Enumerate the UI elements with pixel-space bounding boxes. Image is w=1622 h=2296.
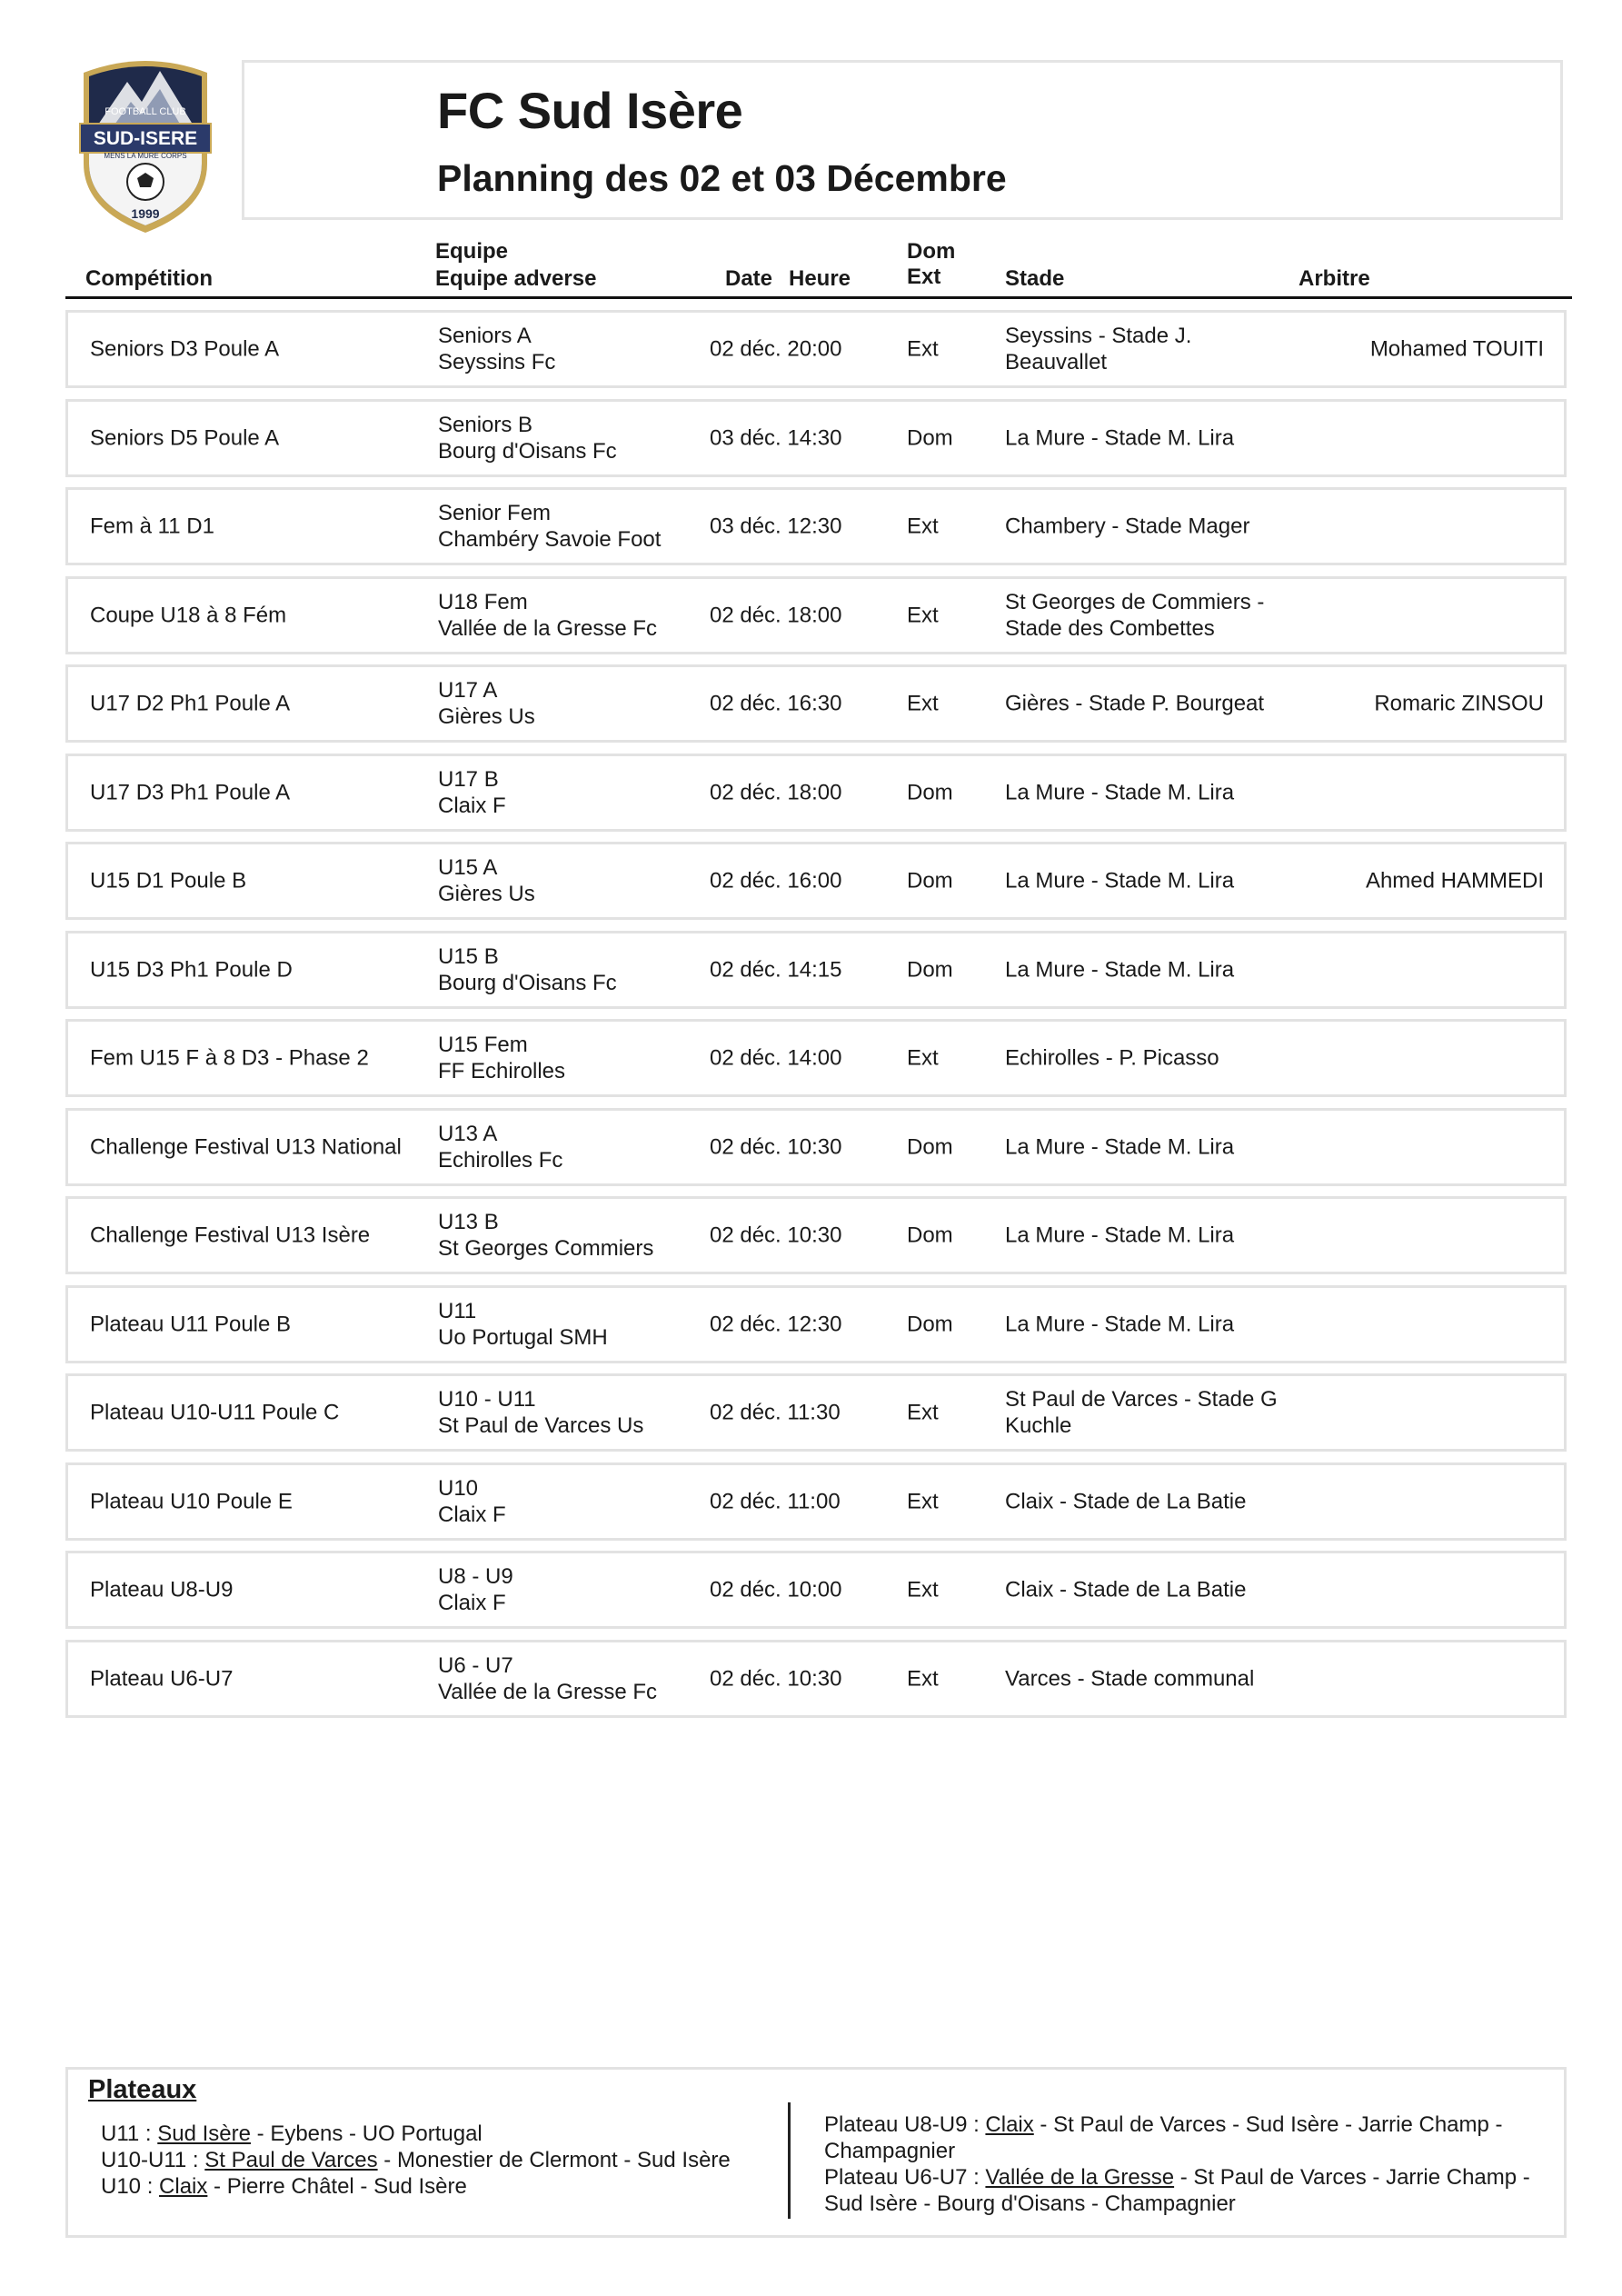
datetime-cell: 02 déc. 10:30 (710, 1666, 842, 1691)
table-row (65, 1108, 1567, 1186)
stade-cell: Gières - Stade P. Bourgeat (1005, 691, 1265, 716)
teams-cell (438, 1121, 702, 1173)
plateau-host: Vallée de la Gresse (985, 2165, 1175, 2190)
col-header-stade: Stade (1005, 266, 1065, 291)
stade-cell: Claix - Stade de La Batie (1005, 1489, 1247, 1513)
competition-cell: U17 D3 Ph1 Poule A (90, 780, 291, 804)
dom-ext-cell: Ext (907, 691, 939, 716)
plateau-host: Claix (985, 2112, 1034, 2137)
col-header-heure: Heure (789, 266, 851, 291)
stade-cell: Seyssins - Stade J. Beauvallet (1005, 324, 1192, 374)
dom-ext-cell: Ext (907, 603, 939, 627)
col-header-date: Date (725, 266, 773, 291)
page-title: FC Sud Isère (437, 82, 743, 139)
col-header-arbitre: Arbitre (1299, 266, 1370, 291)
equipe-name: U11 (438, 1298, 477, 1323)
table-row (65, 1285, 1567, 1363)
dom-ext-cell: Ext (907, 1666, 939, 1691)
table-row (65, 310, 1567, 388)
page-subtitle: Planning des 02 et 03 Décembre (437, 157, 1007, 199)
equipe-name: U15 Fem (438, 1033, 528, 1057)
datetime-cell: 03 déc. 12:30 (710, 514, 842, 539)
stade-cell: La Mure - Stade M. Lira (1005, 780, 1235, 804)
teams-cell (438, 1386, 702, 1439)
plateau-teams: - Monestier de Clermont - Sud Isère (377, 2148, 731, 2172)
arbitre-cell: Romaric ZINSOU (1374, 691, 1544, 716)
plateau-category: Plateau U6-U7 : (824, 2165, 986, 2190)
table-row (65, 842, 1567, 920)
competition-cell: Plateau U8-U9 (90, 1577, 234, 1602)
stade-cell: Varces - Stade communal (1005, 1666, 1255, 1691)
plateau-host: Claix (159, 2174, 208, 2199)
logo-name: SUD-ISERE (93, 128, 198, 149)
competition-cell: Challenge Festival U13 National (90, 1134, 402, 1159)
plateau-line (101, 2121, 731, 2147)
opponent-name: Claix F (438, 793, 506, 818)
plateau-teams: - Pierre Châtel - Sud Isère (207, 2174, 467, 2199)
datetime-cell: 02 déc. 20:00 (710, 336, 842, 362)
stade-cell: La Mure - Stade M. Lira (1005, 1134, 1235, 1159)
table-row (65, 487, 1567, 565)
teams-cell (438, 1563, 702, 1616)
stade-cell: La Mure - Stade M. Lira (1005, 1312, 1235, 1336)
opponent-name: Vallée de la Gresse Fc (438, 615, 657, 641)
datetime-cell: 02 déc. 12:30 (710, 1312, 842, 1336)
teams-cell (438, 500, 702, 553)
equipe-name: U15 B (438, 943, 499, 969)
competition-cell: Plateau U10 Poule E (90, 1489, 293, 1513)
equipe-name: U10 - U11 (438, 1387, 536, 1412)
teams-cell (438, 677, 702, 730)
datetime-cell: 02 déc. 10:30 (710, 1134, 842, 1159)
competition-cell: U15 D3 Ph1 Poule D (90, 957, 293, 982)
opponent-name: FF Echirolles (438, 1059, 566, 1083)
table-row (65, 931, 1567, 1009)
competition-cell: Plateau U11 Poule B (90, 1312, 292, 1336)
dom-ext-cell: Dom (907, 780, 953, 804)
teams-cell (438, 323, 702, 375)
opponent-name: Claix F (438, 1502, 506, 1527)
dom-ext-cell: Ext (907, 1400, 939, 1425)
plateaux-left-list (101, 2121, 731, 2200)
dom-ext-cell: Ext (907, 514, 939, 539)
datetime-cell: 02 déc. 16:00 (710, 868, 842, 893)
stade-cell: La Mure - Stade M. Lira (1005, 1223, 1235, 1248)
competition-cell: Plateau U10-U11 Poule C (90, 1400, 340, 1425)
stade-cell: Chambery - Stade Mager (1005, 514, 1250, 539)
stade-cell: La Mure - Stade M. Lira (1005, 425, 1235, 450)
equipe-name: Senior Fem (438, 501, 552, 525)
plateaux-title: Plateaux (88, 2075, 197, 2104)
plateau-line (824, 2111, 1542, 2164)
opponent-name: Gières Us (438, 704, 535, 729)
competition-cell: Fem U15 F à 8 D3 - Phase 2 (90, 1045, 369, 1071)
plateaux-box (65, 2067, 1567, 2238)
col-header-equipe-adverse: Equipe adverse (435, 266, 597, 291)
plateau-teams: - St Paul de Varces - Jarrie Champ - Sud Isère - Bourg d'Oisans - Champagnier (824, 2165, 1530, 2216)
opponent-name: Vallée de la Gresse Fc (438, 1679, 657, 1704)
equipe-name: U15 A (438, 855, 498, 880)
teams-cell (438, 1652, 702, 1705)
dom-ext-cell: Dom (907, 425, 953, 450)
equipe-name: U8 - U9 (438, 1564, 513, 1589)
opponent-name: Claix F (438, 1591, 506, 1615)
datetime-cell: 03 déc. 14:30 (710, 425, 842, 450)
equipe-name: Seniors A (438, 324, 532, 348)
competition-cell: Fem à 11 D1 (90, 514, 214, 539)
datetime-cell: 02 déc. 10:00 (710, 1577, 842, 1602)
datetime-cell: 02 déc. 16:30 (710, 691, 842, 716)
table-row (65, 1373, 1567, 1452)
datetime-cell: 02 déc. 14:15 (710, 957, 842, 982)
table-row (65, 1551, 1567, 1629)
plateau-host: Sud Isère (157, 2121, 251, 2146)
competition-cell: U17 D2 Ph1 Poule A (90, 691, 291, 716)
table-row (65, 1640, 1567, 1718)
competition-cell: Seniors D5 Poule A (90, 425, 280, 450)
plateaux-right-list (824, 2111, 1542, 2217)
competition-cell: Coupe U18 à 8 Fém (90, 603, 287, 627)
equipe-name: U17 A (438, 678, 498, 703)
plateau-line (101, 2147, 731, 2173)
plateau-category: U11 : (101, 2121, 158, 2146)
table-header (65, 235, 1572, 299)
dom-ext-cell: Dom (907, 1134, 953, 1159)
title-box (242, 60, 1563, 220)
opponent-name: Bourg d'Oisans Fc (438, 438, 617, 464)
teams-cell (438, 854, 702, 907)
plateau-category: U10 : (101, 2174, 160, 2199)
datetime-cell: 02 déc. 18:00 (710, 780, 842, 804)
match-list (65, 310, 1567, 1728)
plateau-teams: - St Paul de Varces - Sud Isère - Jarrie Champ - Champagnier (824, 2112, 1503, 2163)
dom-ext-cell: Ext (907, 1577, 939, 1602)
dom-ext-cell: Dom (907, 1312, 953, 1336)
plateau-category: U10-U11 : (101, 2148, 205, 2172)
datetime-cell: 02 déc. 14:00 (710, 1045, 842, 1071)
plateau-line (824, 2164, 1542, 2217)
equipe-name: U10 (438, 1475, 479, 1501)
opponent-name: Echirolles Fc (438, 1147, 563, 1173)
col-header-dom: Dom (907, 239, 956, 264)
competition-cell: U15 D1 Poule B (90, 868, 247, 893)
teams-cell (438, 1209, 702, 1262)
table-row (65, 754, 1567, 832)
opponent-name: Chambéry Savoie Foot (438, 527, 662, 552)
teams-cell (438, 1032, 702, 1084)
datetime-cell: 02 déc. 11:00 (710, 1489, 841, 1513)
opponent-name: Gières Us (438, 882, 535, 906)
opponent-name: Uo Portugal SMH (438, 1324, 608, 1350)
logo-top-text: FOOTBALL CLUB (104, 106, 186, 117)
table-row (65, 1196, 1567, 1274)
col-header-competition: Compétition (85, 266, 213, 291)
dom-ext-cell: Ext (907, 336, 939, 362)
teams-cell (438, 1298, 702, 1351)
competition-cell: Seniors D3 Poule A (90, 336, 280, 362)
plateau-host: St Paul de Varces (204, 2148, 378, 2172)
arbitre-cell: Ahmed HAMMEDI (1365, 868, 1544, 893)
stade-cell: St Paul de Varces - Stade G Kuchle (1005, 1387, 1278, 1438)
plateau-teams: - Eybens - UO Portugal (250, 2121, 483, 2146)
opponent-name: St Paul de Varces Us (438, 1413, 644, 1438)
stade-cell: La Mure - Stade M. Lira (1005, 957, 1235, 982)
stade-cell: Echirolles - P. Picasso (1005, 1045, 1219, 1071)
stade-cell: Claix - Stade de La Batie (1005, 1577, 1247, 1602)
datetime-cell: 02 déc. 11:30 (710, 1400, 841, 1425)
club-logo (76, 55, 214, 236)
logo-year: 1999 (131, 206, 160, 221)
equipe-name: U17 B (438, 766, 499, 792)
teams-cell (438, 589, 702, 642)
dom-ext-cell: Dom (907, 1223, 953, 1248)
competition-cell: Challenge Festival U13 Isère (90, 1223, 371, 1248)
datetime-cell: 02 déc. 10:30 (710, 1223, 842, 1248)
teams-cell (438, 766, 702, 819)
plateau-line (101, 2173, 731, 2200)
opponent-name: Bourg d'Oisans Fc (438, 970, 617, 995)
dom-ext-cell: Dom (907, 868, 953, 893)
teams-cell (438, 1475, 702, 1528)
datetime-cell: 02 déc. 18:00 (710, 603, 842, 627)
stade-cell: La Mure - Stade M. Lira (1005, 868, 1235, 893)
dom-ext-cell: Dom (907, 957, 953, 982)
opponent-name: Seyssins Fc (438, 350, 556, 374)
table-row (65, 576, 1567, 654)
dom-ext-cell: Ext (907, 1045, 939, 1071)
equipe-name: U18 Fem (438, 589, 528, 614)
plateaux-divider (788, 2102, 791, 2219)
equipe-name: Seniors B (438, 412, 533, 437)
table-row (65, 664, 1567, 743)
opponent-name: St Georges Commiers (438, 1236, 654, 1261)
stade-cell: St Georges de Commiers - Stade des Combettes (1005, 589, 1265, 641)
equipe-name: U6 - U7 (438, 1652, 513, 1678)
dom-ext-cell: Ext (907, 1489, 939, 1513)
col-header-equipe: Equipe (435, 239, 509, 264)
table-row (65, 1462, 1567, 1541)
equipe-name: U13 B (438, 1210, 499, 1234)
arbitre-cell: Mohamed TOUITI (1369, 336, 1544, 362)
equipe-name: U13 A (438, 1121, 498, 1146)
logo-towns: MENS LA MURE CORPS (104, 152, 187, 160)
table-row (65, 1019, 1567, 1097)
plateau-category: Plateau U8-U9 : (824, 2112, 986, 2137)
col-header-ext: Ext (907, 265, 941, 289)
teams-cell (438, 943, 702, 996)
competition-cell: Plateau U6-U7 (90, 1666, 234, 1691)
teams-cell (438, 412, 702, 464)
table-row (65, 399, 1567, 477)
